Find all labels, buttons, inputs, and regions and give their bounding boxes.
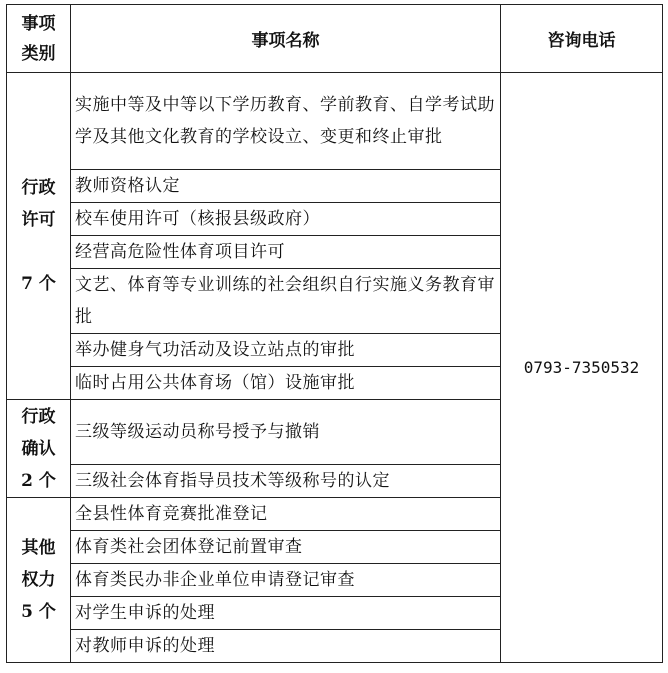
item-cell: 三级等级运动员称号授予与撤销 — [71, 400, 501, 465]
category-other-power: 其他 权力 5 个 — [7, 498, 71, 663]
header-category-line2: 类别 — [21, 43, 56, 64]
table-row — [7, 73, 663, 170]
header-phone: 咨询电话 — [501, 5, 663, 73]
item-cell: 对教师申诉的处理 — [71, 630, 501, 663]
item-cell: 实施中等及中等以下学历教育、学前教育、自学考试助学及其他文化教育的学校设立、变更和终止审批 — [71, 73, 501, 170]
item-cell: 文艺、体育等专业训练的社会组织自行实施义务教育审批 — [71, 269, 501, 334]
phone-number: 0793-7350532 — [501, 73, 663, 663]
item-cell: 举办健身气功活动及设立站点的审批 — [71, 334, 501, 367]
header-name: 事项名称 — [71, 5, 501, 73]
item-cell: 对学生申诉的处理 — [71, 597, 501, 630]
item-cell: 全县性体育竞赛批准登记 — [71, 498, 501, 531]
category-admin-license: 行政 许可 7 个 — [7, 73, 71, 400]
item-cell: 经营高危险性体育项目许可 — [71, 236, 501, 269]
item-cell: 体育类社会团体登记前置审查 — [71, 531, 501, 564]
header-row — [7, 5, 663, 73]
item-cell: 体育类民办非企业单位申请登记审查 — [71, 564, 501, 597]
service-table — [6, 4, 663, 663]
item-cell: 校车使用许可（核报县级政府） — [71, 203, 501, 236]
item-cell: 教师资格认定 — [71, 170, 501, 203]
header-category — [7, 5, 71, 73]
item-cell: 临时占用公共体育场（馆）设施审批 — [71, 367, 501, 400]
category-admin-confirm: 行政 确认 2 个 — [7, 400, 71, 498]
header-category-line1: 事项 — [21, 13, 56, 34]
item-cell: 三级社会体育指导员技术等级称号的认定 — [71, 465, 501, 498]
